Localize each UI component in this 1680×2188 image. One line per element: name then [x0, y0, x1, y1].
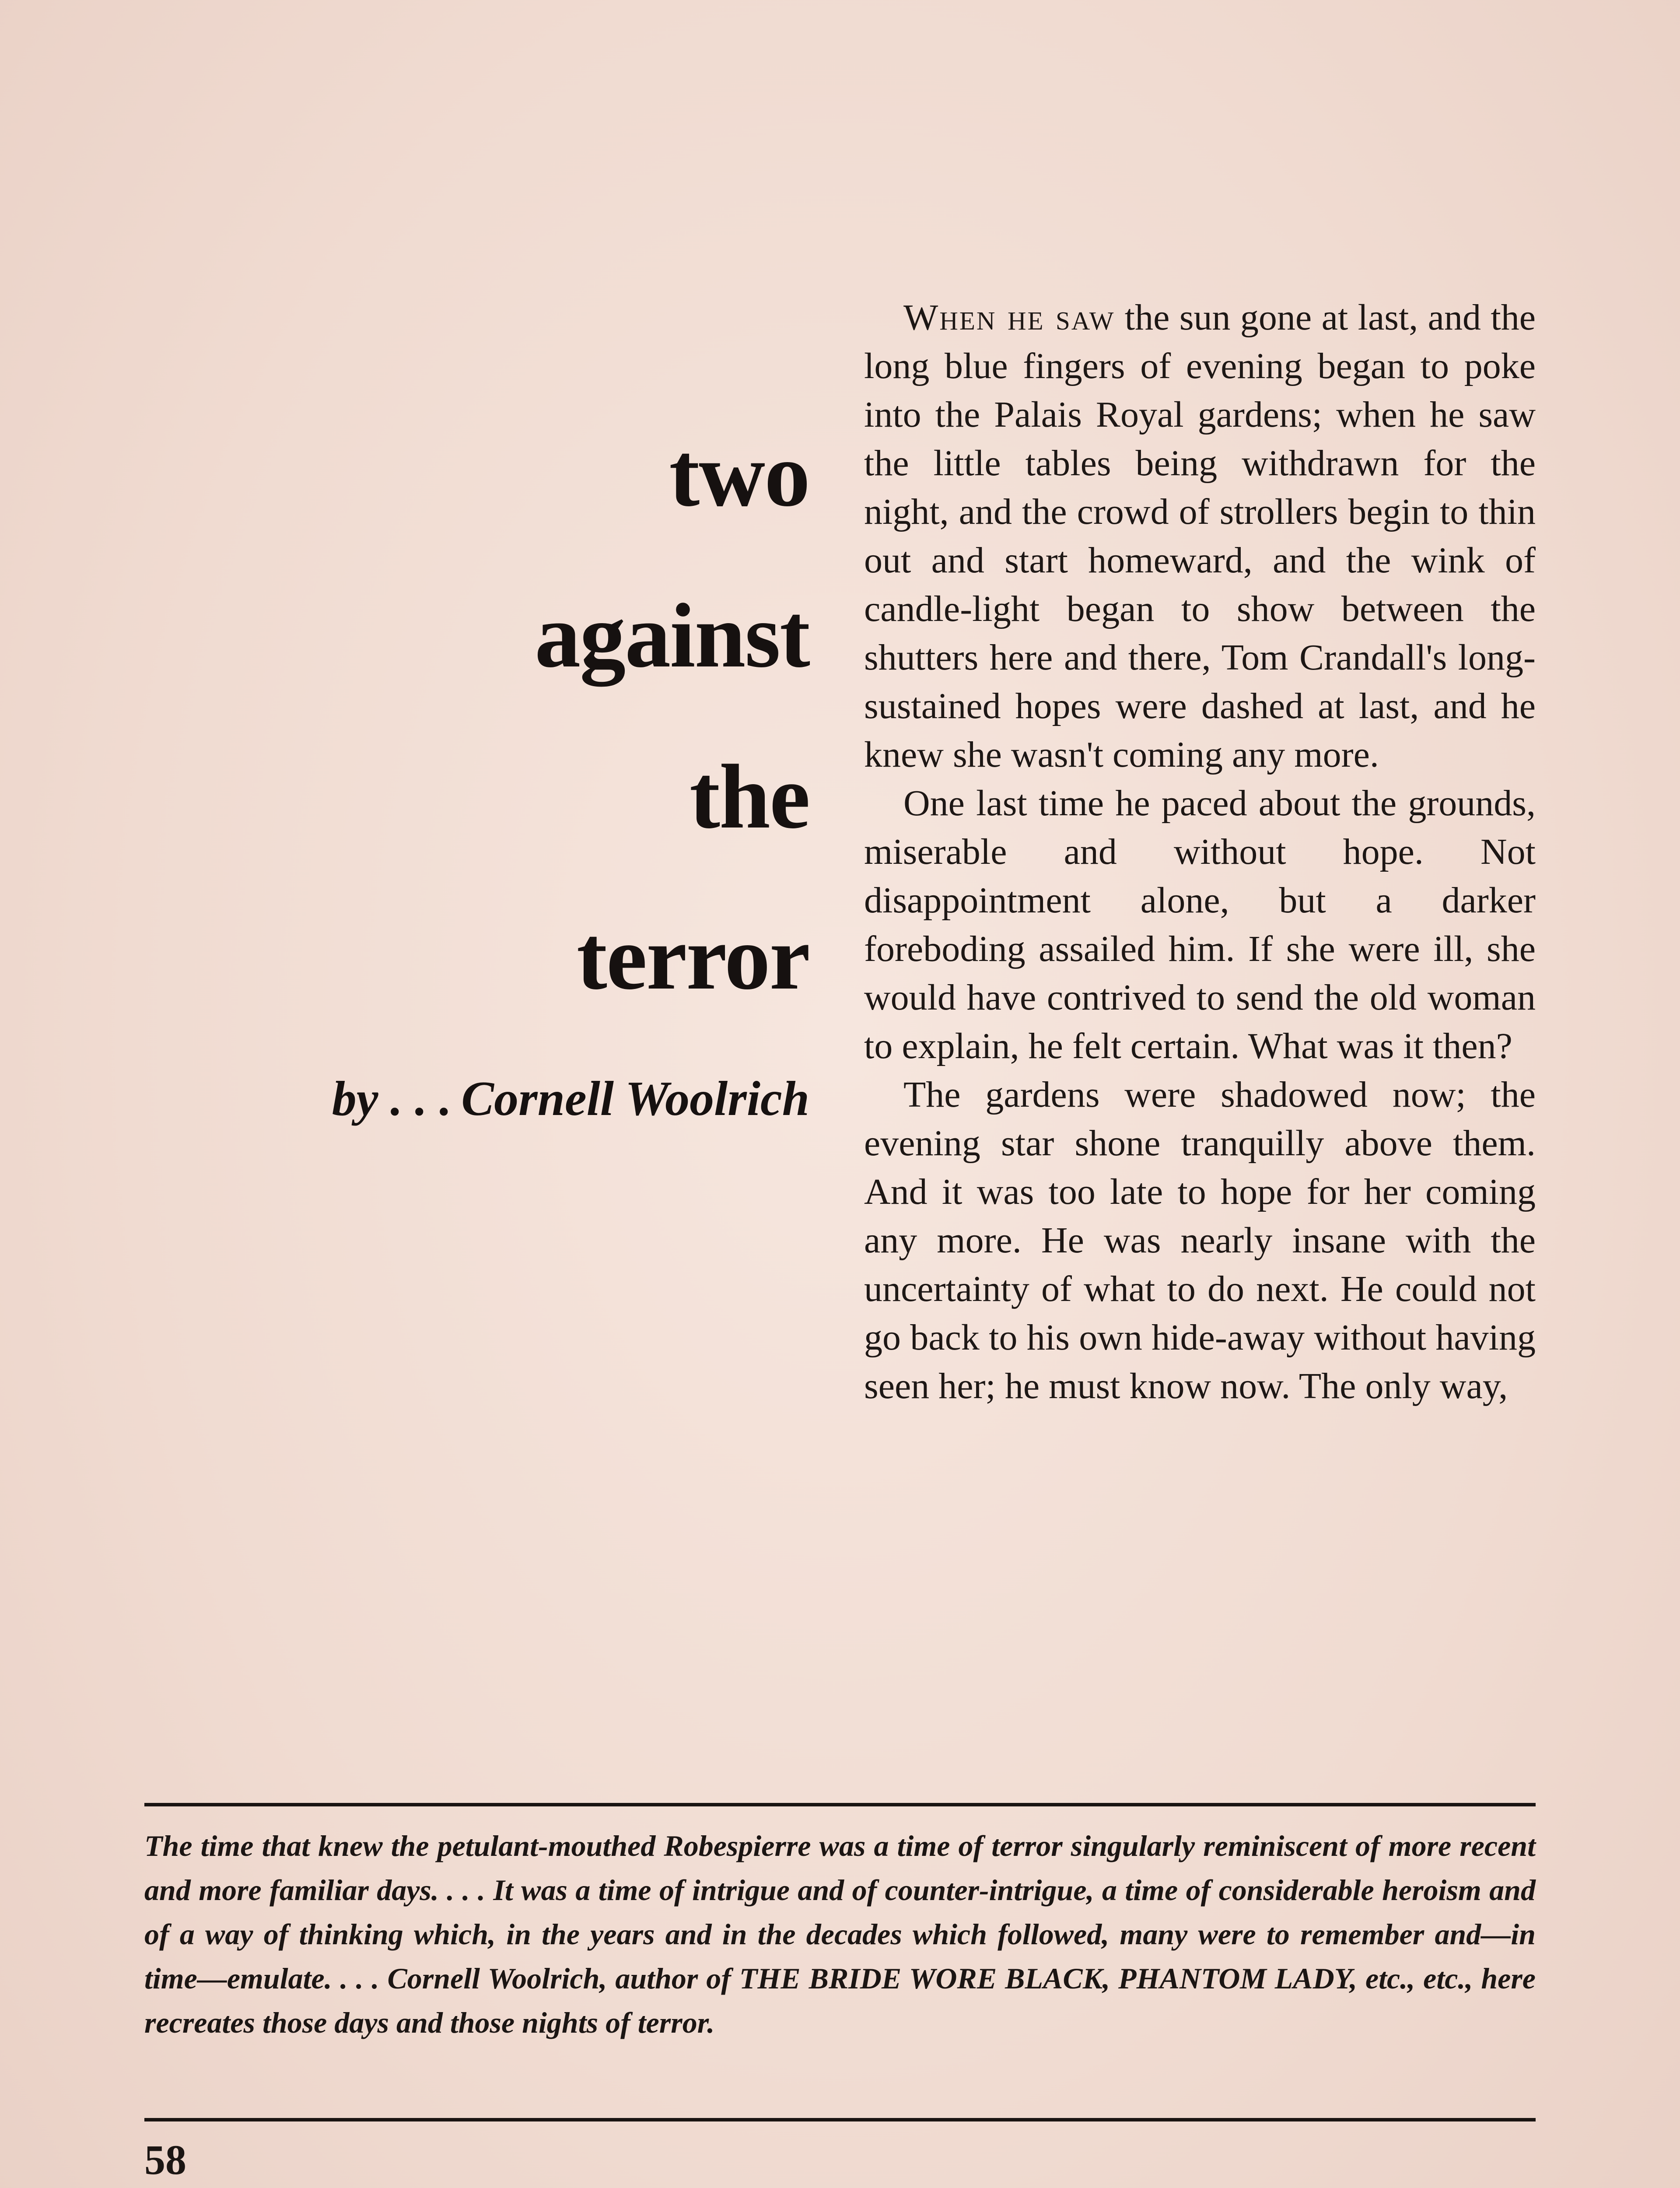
- byline-author: Cornell Woolrich: [461, 1072, 809, 1126]
- byline-prefix: by . . .: [332, 1072, 452, 1126]
- paragraph-1-text: the sun gone at last, and the long blue fingers of evening began to poke into the Palais Royal gardens; when he saw the little tables being withdrawn for the night, and the crowd of strollers begin to thin out and start homeward, and the wink of candle-light began to show between the shutters here and there, Tom Crandall's long-sustained hopes were dashed at last, and he knew she wasn't coming any more.: [864, 297, 1536, 775]
- opening-smallcaps: When he saw: [903, 297, 1115, 338]
- title-line-3: the: [690, 746, 809, 848]
- page-number: 58: [144, 2136, 186, 2183]
- body-paragraph-1: [864, 293, 1536, 779]
- title-line-4: terror: [577, 907, 809, 1009]
- body-paragraph-2: One last time he paced about the grounds, miserable and without hope. Not disappointment alone, but a darker foreboding assailed him. If she were ill, she would have contrived to send the old woman to explain, he felt certain. What was it then?: [864, 783, 1536, 1066]
- author-byline: [131, 1072, 809, 1126]
- body-paragraph-3: The gardens were shadowed now; the evening star shone tranquilly above them. And it was too late to hope for her coming any more. He was nearly insane with the uncertainty of what to do next. He could not go back to his own hide-away without having seen her; he must know now. The only way,: [864, 1074, 1536, 1406]
- blurb-bottom-rule: [144, 2118, 1536, 2121]
- story-title: [131, 424, 809, 1009]
- story-blurb: The time that knew the petulant-mouthed Robespierre was a time of terror singularly reminiscent of more recent and more familiar days. . . . It was a time of intrigue and of counter-intrigue, a time of considerable heroism and of a way of thinking which, in the years and in the decades which followed, many were to remember and—in time—emulate. . . . Cornell Woolrich, author of THE BRIDE WORE BLACK, PHANTOM LADY, etc., etc., here recreates those days and those nights of terror.: [144, 1829, 1536, 2039]
- title-line-2: against: [535, 585, 809, 687]
- blurb-top-rule: [144, 1803, 1536, 1806]
- title-line-1: two: [669, 424, 809, 526]
- story-body: [864, 293, 1536, 1410]
